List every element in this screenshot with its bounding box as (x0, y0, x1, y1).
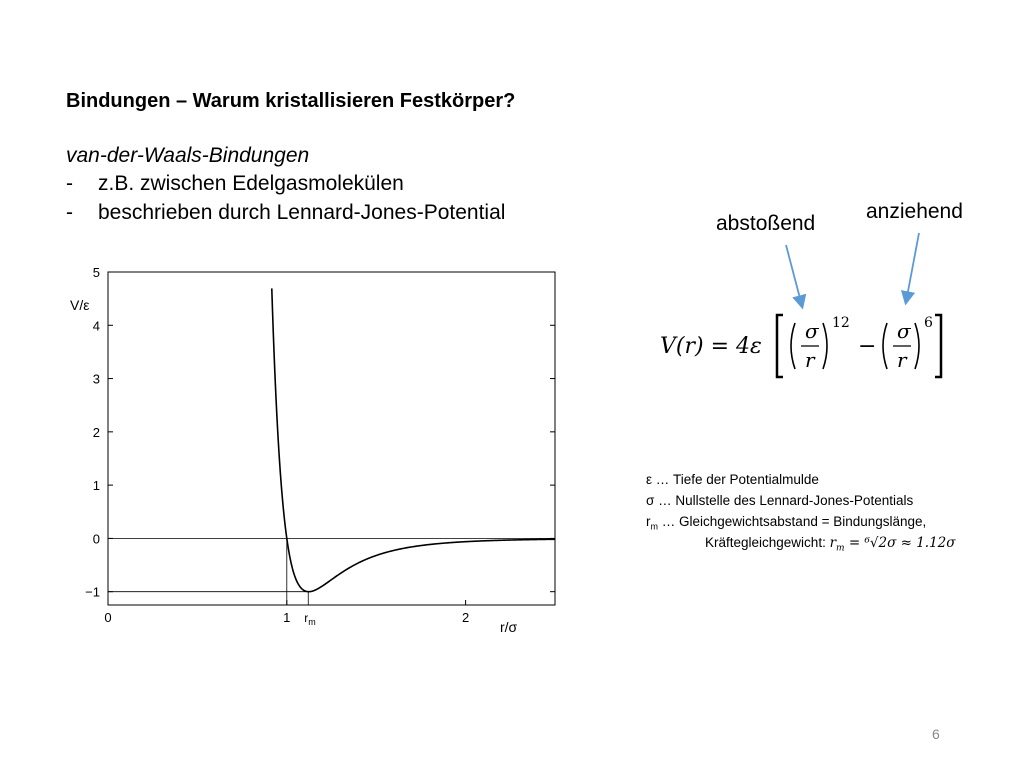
force-rm-symbol: r (829, 535, 837, 551)
legend-epsilon: ε … Tiefe der Potentialmulde (646, 472, 819, 487)
term2-exponent: 6 (924, 315, 933, 331)
legend-rm (646, 514, 926, 532)
legend-sigma: σ … Nullstelle des Lennard-Jones-Potentials (646, 493, 914, 508)
force-label: Kräftegleichgewicht: (705, 535, 830, 550)
y-tick-label: 3 (92, 371, 100, 387)
rm-description: … Gleichgewichtsabstand = Bindungslänge, (658, 514, 927, 529)
attractive-label: anziehend (866, 200, 963, 223)
right-bracket (935, 315, 941, 377)
arrow-repulsive (786, 245, 802, 306)
lennard-jones-formula (655, 305, 955, 385)
y-tick-label: 4 (92, 318, 100, 334)
term2-denominator: r (897, 348, 907, 372)
x-axis-label: r/σ (500, 619, 518, 635)
left-bracket (777, 315, 783, 377)
y-axis-label: V/ε (70, 297, 90, 313)
slide-title: Bindungen – Warum kristallisieren Festkörper? (66, 90, 516, 112)
formula-lhs: V(r) = 4ε (660, 334, 762, 359)
term2-left-paren (883, 323, 887, 369)
formula-minus: − (858, 334, 877, 359)
x-tick-label: 1 (283, 610, 291, 625)
bullet-text: beschrieben durch Lennard-Jones-Potential (98, 201, 506, 224)
x-tick-label: 0 (104, 610, 112, 625)
term2-numerator: σ (897, 319, 911, 343)
rm-symbol: r (646, 514, 651, 529)
bullet-dash: - (66, 172, 73, 195)
y-tick-label: 0 (92, 531, 100, 547)
x-tick-label: 2 (461, 610, 470, 625)
arrow-attractive (906, 233, 919, 302)
slide-subtitle: van-der-Waals-Bindungen (66, 144, 310, 167)
y-tick-label: −1 (85, 584, 100, 600)
term1-denominator: r (805, 348, 815, 372)
rm-tick-label: $r_m$ (304, 611, 316, 627)
repulsive-label: abstoßend (716, 212, 816, 235)
bullet-dash: - (66, 201, 73, 224)
page-number: 6 (932, 726, 940, 742)
term1-left-paren (791, 323, 795, 369)
term2-right-paren (915, 323, 919, 369)
bullet-text: z.B. zwischen Edelgasmolekülen (98, 172, 404, 195)
y-tick-label: 2 (92, 424, 100, 440)
force-rm-subscript: m (836, 543, 845, 554)
term1-numerator: σ (805, 319, 819, 343)
force-formula: = ⁶√2σ ≈ 1.12σ (844, 535, 956, 551)
y-tick-label: 1 (92, 478, 100, 494)
rm-subscript: m (650, 521, 658, 532)
legend-force-balance (705, 535, 955, 554)
term1-right-paren (823, 323, 827, 369)
y-tick-label: 5 (92, 265, 100, 280)
term1-exponent: 12 (832, 315, 850, 331)
